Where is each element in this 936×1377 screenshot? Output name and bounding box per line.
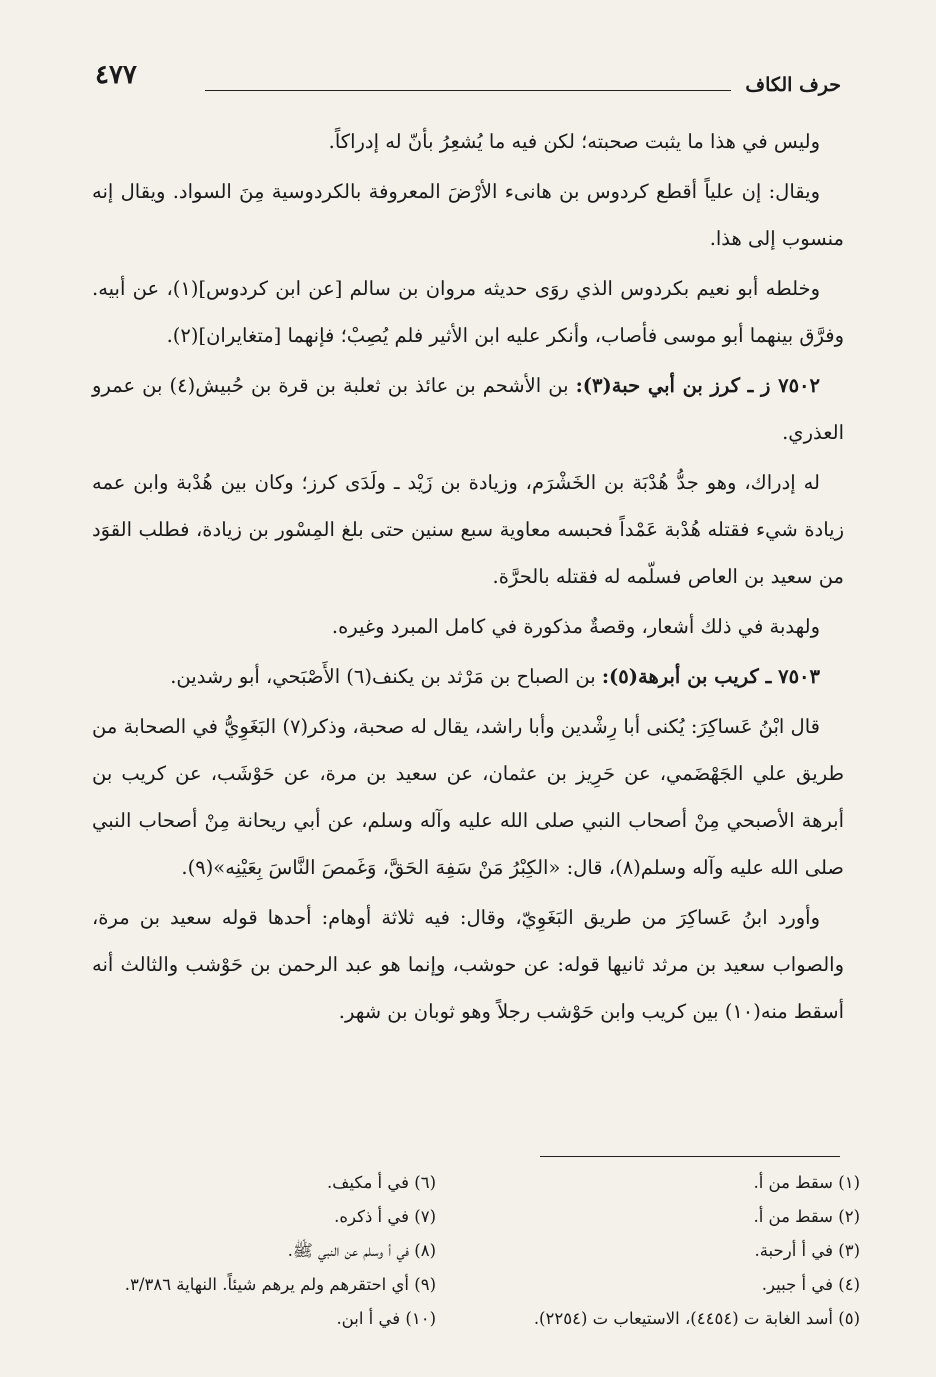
footnote-9: (٩) أي احتقرهم ولم يرهم شيئاً. النهاية ٣/٣٨٦.	[124, 1275, 436, 1294]
paragraph-5: له إدراك، وهو جدُّ هُدْبَة بن الخَشْرَم، وزيادة بن زَيْد ـ ولَدَى كرز؛ وكان بين هُدْبة وابن عمه زيادة شيء فقتله هُدْبة عَمْداً فحبسه معاوية سبع سنين حتى بلغ المِسْور بن زيادة، فطلب القوَد من سعيد بن العاص فسلّمه له فقتله بالحرَّة.	[92, 471, 844, 588]
footnote-6: (٦) في أ مكيف.	[327, 1173, 436, 1192]
running-head: حرف الكاف	[745, 74, 841, 96]
footnote-4: (٤) في أ جبير.	[761, 1275, 860, 1294]
entry-7503-heading: ٧٥٠٣ ـ كريب بن أبرهة(٥):	[601, 665, 820, 688]
paragraph-8: قال ابْنُ عَساكِرَ: يُكنى أبا رِشْدين وأبا راشد، يقال له صحبة، وذكر(٧) البَغَوِيُّ في الصحابة من طريق علي الجَهْضَمي، عن حَرِيز بن عثمان، عن سعيد بن مرة، عن حَوْشَب، عن كريب بن أبرهة الأصبحي مِنْ أصحاب النبي صلى الله عليه وآله وسلم، عن أبي ريحانة مِنْ أصحاب النبي صلى الله عليه وآله وسلم(٨)، قال: «الكِبْرُ مَنْ سَفِهَ الحَقَّ، وَغَمصَ النَّاسَ بِعَيْنِه»(٩).	[92, 715, 844, 879]
header-rule	[205, 90, 731, 91]
entry-7503-text: بن الصباح بن مَرْثد بن يكنف(٦) الأَصْبَحي، أبو رشدين.	[170, 665, 602, 688]
entry-7502-heading: ٧٥٠٢ ز ـ كرز بن أبي حبة(٣):	[575, 374, 820, 397]
footnotes-left-column	[76, 1166, 436, 1336]
footnote-7: (٧) في أ ذكره.	[334, 1207, 436, 1226]
footnote-rule	[540, 1156, 840, 1157]
paragraph-3: وخلطه أبو نعيم بكردوس الذي روَى حديثه مروان بن سالم [عن ابن كردوس](١)، عن أبيه. وفرَّق بينهما أبو موسى فأصاب، وأنكر عليه ابن الأثير فلم يُصِبْ؛ فإنهما [متغايران](٢).	[92, 277, 844, 347]
entry-7503	[92, 653, 844, 700]
paragraph-2: ويقال: إن علياً أقطع كردوس بن هانىء الأرْضَ المعروفة بالكردوسية مِنَ السواد. ويقال إنه منسوب إلى هذا.	[92, 180, 844, 250]
paragraph-1: وليس في هذا ما يثبت صحبته؛ لكن فيه ما يُشعِرُ بأنّ له إدراكاً.	[328, 130, 820, 153]
footnotes-right-column	[530, 1166, 860, 1336]
entry-7502	[92, 362, 844, 456]
footnote-3: (٣) في أ أرحبة.	[754, 1241, 860, 1260]
main-text	[92, 118, 844, 1035]
paragraph-9: وأورد ابنُ عَساكِرَ من طريق البَغَوِيّ، وقال: فيه ثلاثة أوهام: أحدها قوله سعيد بن مرة، والصواب سعيد بن مرثد ثانيها قوله: عن حوشب، وإنما هو عبد الرحمن بن حَوْشب والثالث أنه أسقط منه(١٠) بين كريب وابن حَوْشب رجلاً وهو ثوبان بن شهر.	[92, 906, 844, 1023]
footnote-10: (١٠) في أ ابن.	[336, 1309, 436, 1328]
footnote-2: (٢) سقط من أ.	[753, 1207, 860, 1226]
page-number: ٤٧٧	[95, 60, 137, 90]
footnote-8: (٨) في أ وسلم عن النبي ﷺ.	[287, 1241, 436, 1260]
paragraph-6: ولهدبة في ذلك أشعار، وقصةٌ مذكورة في كامل المبرد وغيره.	[331, 615, 820, 638]
entry-7502-text: بن الأشحم بن عائذ بن ثعلبة بن قرة بن حُبيش(٤) بن عمرو العذري.	[92, 374, 844, 444]
page-header	[95, 58, 841, 102]
footnote-5: (٥) أسد الغابة ت (٤٤٥٤)، الاستيعاب ت (٢٢٥٤).	[533, 1309, 860, 1328]
footnote-1: (١) سقط من أ.	[753, 1173, 860, 1192]
